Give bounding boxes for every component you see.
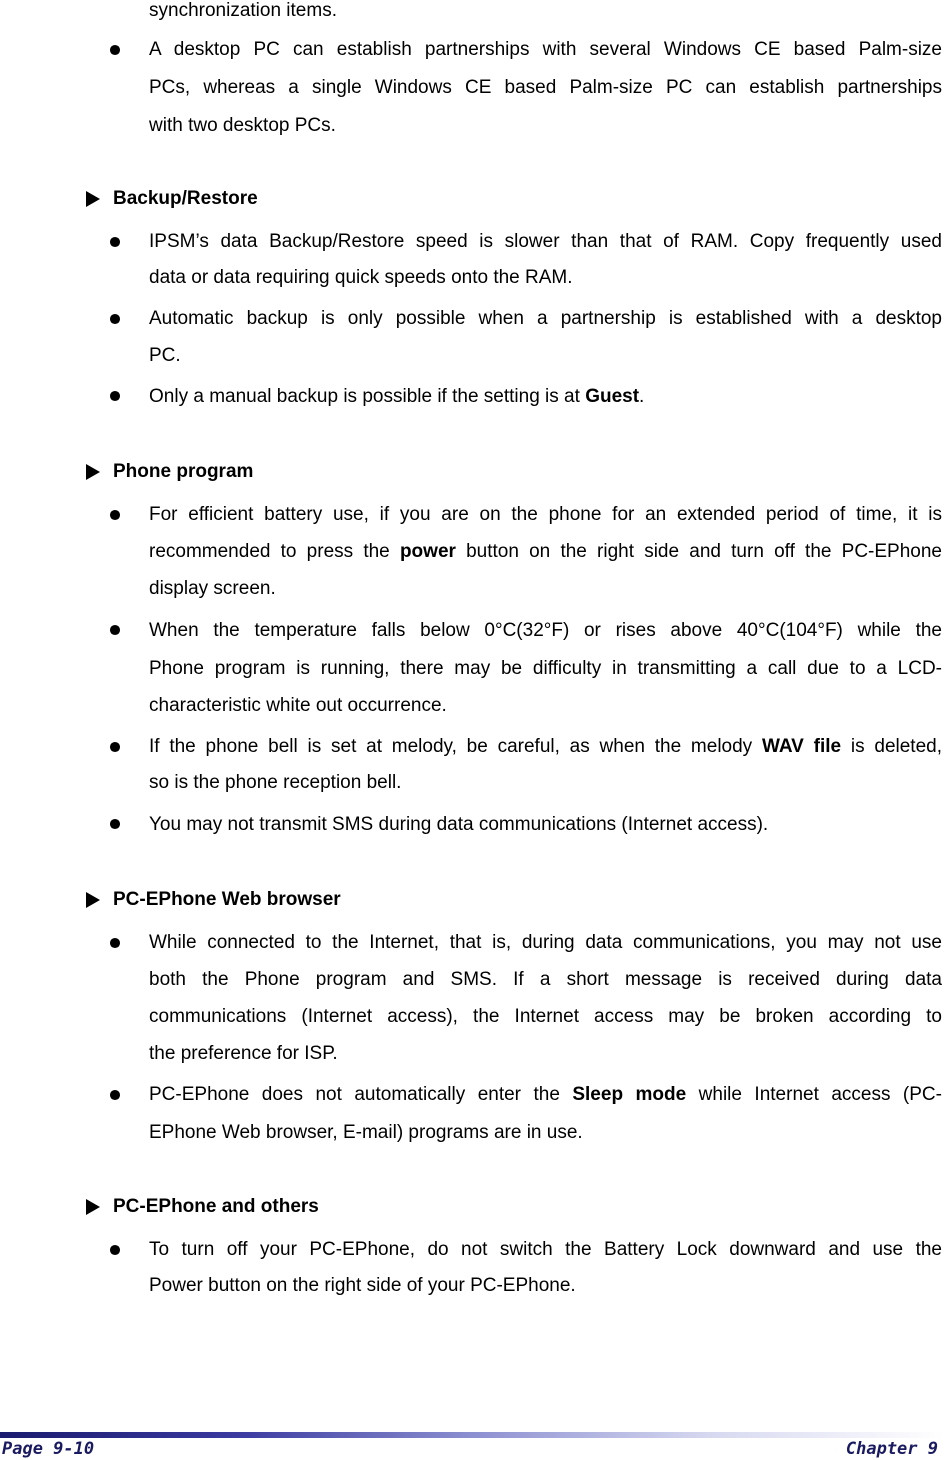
section-heading-phone: Phone program	[113, 461, 254, 482]
paragraph-line	[149, 386, 644, 408]
text-run: .	[639, 386, 645, 407]
paragraph-line: When the temperature falls below 0°C(32°F) or rises above 40°C(104°F) while the	[149, 620, 942, 641]
text-run: Only a manual backup is possible if the setting is at	[149, 386, 586, 407]
paragraph-line: with two desktop PCs.	[149, 115, 336, 136]
arrow-right-icon	[86, 1199, 100, 1215]
arrow-right-icon	[86, 464, 100, 480]
paragraph-line: PCs, whereas a single Windows CE based Palm-size PC can establish partnerships	[149, 77, 942, 98]
bullet-icon	[110, 314, 120, 324]
section-heading-browser: PC-EPhone Web browser	[113, 889, 341, 910]
bullet-icon	[110, 742, 120, 752]
text-run: PC-EPhone does not automatically enter the	[149, 1084, 573, 1105]
paragraph-line: For efficient battery use, if you are on the phone for an extended period of time, it is	[149, 504, 942, 525]
bullet-icon	[110, 625, 120, 635]
bullet-icon	[110, 45, 120, 55]
bullet-icon	[110, 237, 120, 247]
paragraph-line: To turn off your PC-EPhone, do not switch the Battery Lock downward and use the	[149, 1239, 942, 1260]
arrow-right-icon	[86, 892, 100, 908]
bullet-icon	[110, 391, 120, 401]
page-number: Page 9-10	[2, 1439, 95, 1459]
chapter-label: Chapter 9	[845, 1439, 938, 1459]
paragraph-line: Phone program is running, there may be difficulty in transmitting a call due to a LCD-	[149, 658, 942, 679]
bullet-icon	[110, 819, 120, 829]
paragraph-line: EPhone Web browser, E-mail) programs are in use.	[149, 1122, 583, 1143]
footer-divider	[0, 1432, 944, 1438]
section-heading-others: PC-EPhone and others	[113, 1196, 319, 1217]
bullet-icon	[110, 1245, 120, 1255]
arrow-right-icon	[86, 191, 100, 207]
section-heading-backup: Backup/Restore	[113, 188, 258, 209]
text-run: while Internet access (PC-	[686, 1084, 942, 1105]
text-run: recommended to press the	[149, 541, 400, 562]
text-run: If the phone bell is set at melody, be careful, as when the melody	[149, 736, 762, 757]
keyword-guest: Guest	[585, 386, 640, 407]
keyword-wav-file: WAV file	[761, 736, 842, 757]
paragraph-line: synchronization items.	[149, 0, 337, 21]
paragraph-line: characteristic white out occurrence.	[149, 695, 447, 716]
paragraph-line: A desktop PC can establish partnerships with several Windows CE based Palm-size	[149, 39, 942, 60]
paragraph-line: Power button on the right side of your PC-EPhone.	[149, 1275, 576, 1296]
bullet-icon	[110, 938, 120, 948]
paragraph-line: both the Phone program and SMS. If a short message is received during data	[149, 969, 942, 990]
paragraph-line: Automatic backup is only possible when a partnership is established with a desktop	[149, 308, 942, 329]
bullet-icon	[110, 510, 120, 520]
paragraph-line: so is the phone reception bell.	[149, 772, 402, 793]
paragraph-line	[149, 541, 942, 563]
text-run: is deleted,	[841, 736, 942, 757]
paragraph-line: While connected to the Internet, that is, during data communications, you may not use	[149, 932, 942, 953]
paragraph-line: PC.	[149, 345, 181, 366]
keyword-sleep-mode: Sleep mode	[572, 1084, 687, 1105]
paragraph-line	[149, 736, 942, 758]
paragraph-line	[149, 1084, 942, 1106]
keyword-power: power	[399, 541, 456, 562]
paragraph-line: IPSM’s data Backup/Restore speed is slower than that of RAM. Copy frequently used	[149, 231, 942, 252]
paragraph-line: You may not transmit SMS during data communications (Internet access).	[149, 814, 769, 835]
bullet-icon	[110, 1090, 120, 1100]
paragraph-line: the preference for ISP.	[149, 1043, 338, 1064]
text-run: button on the right side and turn off the PC-EPhone	[455, 541, 942, 562]
paragraph-line: communications (Internet access), the Internet access may be broken according to	[149, 1006, 942, 1027]
paragraph-line: display screen.	[149, 578, 276, 599]
paragraph-line: data or data requiring quick speeds onto the RAM.	[149, 267, 573, 288]
